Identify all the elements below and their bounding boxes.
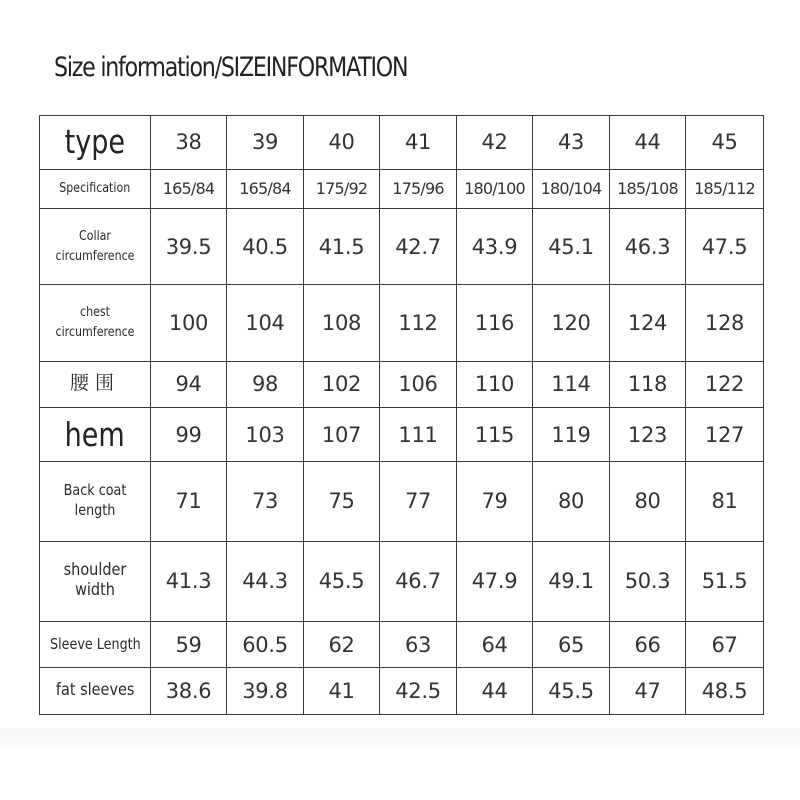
table-cell: 47 <box>610 668 686 715</box>
row-header <box>40 668 151 715</box>
table-cell: 99 <box>151 408 227 462</box>
row-label: Back coat length <box>63 481 127 520</box>
table-row <box>40 408 764 462</box>
table-cell: 40.5 <box>227 209 304 285</box>
table-cell: 50.3 <box>610 541 686 621</box>
table-cell: 39.8 <box>227 668 304 715</box>
table-cell: 59 <box>151 621 227 668</box>
table-cell: 42.7 <box>380 209 457 285</box>
table-cell: 43.9 <box>457 209 533 285</box>
table-cell: 119 <box>533 408 610 462</box>
table-cell: 104 <box>227 285 304 361</box>
table-row <box>40 621 764 668</box>
table-cell: 100 <box>151 285 227 361</box>
table-cell: 38.6 <box>151 668 227 715</box>
row-header <box>40 169 151 208</box>
table-row <box>40 541 764 621</box>
table-cell: 67 <box>686 621 764 668</box>
table-cell: 116 <box>457 285 533 361</box>
size-header: 38 <box>151 116 227 170</box>
table-cell: 42.5 <box>380 668 457 715</box>
size-header: 44 <box>610 116 686 170</box>
table-cell: 63 <box>380 621 457 668</box>
table-cell: 47.9 <box>457 541 533 621</box>
table-row <box>40 169 764 208</box>
table-cell: 47.5 <box>686 209 764 285</box>
table-cell: 39.5 <box>151 209 227 285</box>
page-title: Size information/SIZEINFORMATION <box>54 52 408 83</box>
table-cell: 185/108 <box>610 169 686 208</box>
table-cell: 107 <box>304 408 380 462</box>
table-cell: 45.5 <box>533 668 610 715</box>
table-cell: 60.5 <box>227 621 304 668</box>
size-header: 42 <box>457 116 533 170</box>
table-cell: 175/96 <box>380 169 457 208</box>
table-cell: 45.1 <box>533 209 610 285</box>
table-cell: 110 <box>457 361 533 408</box>
table-cell: 65 <box>533 621 610 668</box>
size-table <box>39 115 764 715</box>
table-cell: 62 <box>304 621 380 668</box>
row-header <box>40 461 151 541</box>
table-cell: 98 <box>227 361 304 408</box>
table-cell: 115 <box>457 408 533 462</box>
table-row <box>40 361 764 408</box>
table-cell: 185/112 <box>686 169 764 208</box>
table-row <box>40 461 764 541</box>
table-cell: 41.3 <box>151 541 227 621</box>
table-cell: 165/84 <box>227 169 304 208</box>
table-cell: 118 <box>610 361 686 408</box>
table-cell: 41 <box>304 668 380 715</box>
table-header-row <box>40 116 764 170</box>
table-cell: 46.3 <box>610 209 686 285</box>
table-cell: 122 <box>686 361 764 408</box>
row-header <box>40 209 151 285</box>
row-label: chest circumference <box>55 304 135 340</box>
size-header: 41 <box>380 116 457 170</box>
size-header: 39 <box>227 116 304 170</box>
table-cell: 80 <box>533 461 610 541</box>
row-header <box>40 361 151 408</box>
size-header: 45 <box>686 116 764 170</box>
table-row <box>40 668 764 715</box>
table-cell: 180/104 <box>533 169 610 208</box>
row-header-type <box>40 116 151 170</box>
table-row <box>40 285 764 361</box>
table-cell: 81 <box>686 461 764 541</box>
table-cell: 180/100 <box>457 169 533 208</box>
row-header <box>40 285 151 361</box>
row-label: Specification <box>59 180 131 196</box>
table-cell: 41.5 <box>304 209 380 285</box>
table-cell: 64 <box>457 621 533 668</box>
table-cell: 175/92 <box>304 169 380 208</box>
table-cell: 106 <box>380 361 457 408</box>
row-label: type <box>64 122 126 162</box>
table-cell: 120 <box>533 285 610 361</box>
table-cell: 165/84 <box>151 169 227 208</box>
row-header <box>40 408 151 462</box>
table-cell: 124 <box>610 285 686 361</box>
table-cell: 123 <box>610 408 686 462</box>
table-cell: 75 <box>304 461 380 541</box>
table-row <box>40 209 764 285</box>
table-cell: 71 <box>151 461 227 541</box>
table-cell: 94 <box>151 361 227 408</box>
table-cell: 102 <box>304 361 380 408</box>
table-cell: 111 <box>380 408 457 462</box>
size-header: 40 <box>304 116 380 170</box>
table-cell: 44.3 <box>227 541 304 621</box>
table-cell: 103 <box>227 408 304 462</box>
row-label: fat sleeves <box>55 680 135 701</box>
table-cell: 51.5 <box>686 541 764 621</box>
table-cell: 114 <box>533 361 610 408</box>
table-cell: 112 <box>380 285 457 361</box>
table-cell: 49.1 <box>533 541 610 621</box>
bottom-shadow-strip <box>0 728 800 746</box>
table-cell: 66 <box>610 621 686 668</box>
row-label: Collar circumference <box>55 228 135 264</box>
table-cell: 108 <box>304 285 380 361</box>
row-label: 腰围 <box>69 371 120 394</box>
table-cell: 79 <box>457 461 533 541</box>
table-cell: 48.5 <box>686 668 764 715</box>
table-cell: 77 <box>380 461 457 541</box>
table-cell: 128 <box>686 285 764 361</box>
row-label: Sleeve Length <box>49 634 141 653</box>
table-cell: 44 <box>457 668 533 715</box>
table-cell: 127 <box>686 408 764 462</box>
table-cell: 80 <box>610 461 686 541</box>
row-label: shoulder width <box>63 560 127 601</box>
table-cell: 73 <box>227 461 304 541</box>
table-cell: 45.5 <box>304 541 380 621</box>
row-header <box>40 621 151 668</box>
row-header <box>40 541 151 621</box>
size-header: 43 <box>533 116 610 170</box>
row-label: hem <box>64 414 126 454</box>
table-cell: 46.7 <box>380 541 457 621</box>
